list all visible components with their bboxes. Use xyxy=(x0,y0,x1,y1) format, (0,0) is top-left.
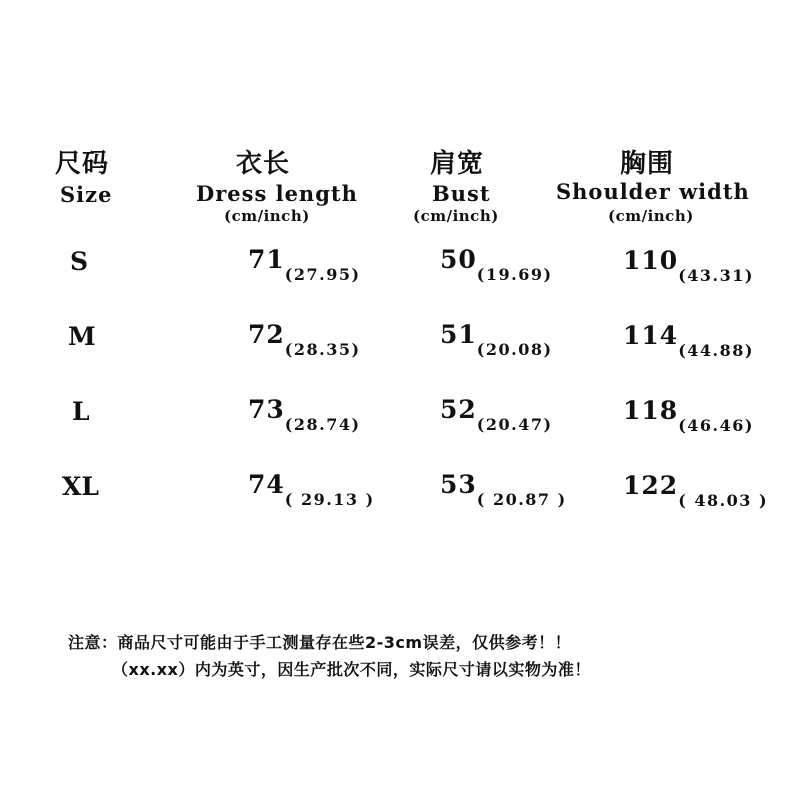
shoulder-cell xyxy=(623,396,754,435)
length-inch-value: ( 29.13 ) xyxy=(284,490,375,509)
length-cm-value: 74 xyxy=(248,470,285,499)
bust-cell xyxy=(440,470,567,509)
length-inch-value: (28.74) xyxy=(284,415,361,434)
shoulder-cm-value: 118 xyxy=(623,396,679,425)
length-cell xyxy=(248,320,361,359)
header-bust-cn: 肩宽 xyxy=(430,149,485,179)
bust-cm-value: 53 xyxy=(440,470,477,499)
header-shoulder-unit: (cm/inch) xyxy=(608,207,694,225)
row-size-label: M xyxy=(68,322,96,351)
header-bust-unit: (cm/inch) xyxy=(413,207,499,225)
shoulder-cell xyxy=(623,471,769,510)
length-cell xyxy=(248,470,375,509)
shoulder-cm-value: 114 xyxy=(623,321,679,350)
shoulder-inch-value: (43.31) xyxy=(678,266,754,285)
row-size-label: L xyxy=(72,397,90,426)
header-size-cn: 尺码 xyxy=(55,149,110,179)
header-bust-en: Bust xyxy=(432,181,491,206)
bust-cell xyxy=(440,245,553,284)
length-cm-value: 72 xyxy=(248,320,285,349)
header-length-cn: 衣长 xyxy=(236,149,291,179)
bust-inch-value: (20.08) xyxy=(476,340,553,359)
header-length-unit: (cm/inch) xyxy=(224,207,310,225)
length-cell xyxy=(248,395,361,434)
bust-cm-value: 50 xyxy=(440,245,477,274)
bust-inch-value: (19.69) xyxy=(476,265,553,284)
length-inch-value: (28.35) xyxy=(284,340,361,359)
bust-cm-value: 51 xyxy=(440,320,477,349)
length-cm-value: 71 xyxy=(248,245,285,274)
shoulder-inch-value: (44.88) xyxy=(678,341,754,360)
shoulder-cm-value: 122 xyxy=(623,471,679,500)
bust-cm-value: 52 xyxy=(440,395,477,424)
shoulder-inch-value: ( 48.03 ) xyxy=(678,491,769,510)
length-inch-value: (27.95) xyxy=(284,265,361,284)
header-shoulder-en: Shoulder width xyxy=(556,179,750,204)
row-size-label: S xyxy=(70,247,89,276)
row-size-label: XL xyxy=(62,472,99,501)
header-size-en: Size xyxy=(60,182,113,207)
shoulder-cell xyxy=(623,246,754,285)
header-length-en: Dress length xyxy=(196,181,358,206)
length-cm-value: 73 xyxy=(248,395,285,424)
note-line-2: （xx.xx）内为英寸，因生产批次不同，实际尺寸请以实物为准！ xyxy=(112,660,591,679)
bust-inch-value: ( 20.87 ) xyxy=(476,490,567,509)
shoulder-cm-value: 110 xyxy=(623,246,679,275)
bust-cell xyxy=(440,320,553,359)
bust-cell xyxy=(440,395,553,434)
bust-inch-value: (20.47) xyxy=(476,415,553,434)
header-shoulder-cn: 胸围 xyxy=(620,149,675,179)
shoulder-inch-value: (46.46) xyxy=(678,416,754,435)
note-line-1: 注意：商品尺寸可能由于手工测量存在些2-3cm误差，仅供参考！！ xyxy=(68,633,572,652)
shoulder-cell xyxy=(623,321,754,360)
length-cell xyxy=(248,245,361,284)
